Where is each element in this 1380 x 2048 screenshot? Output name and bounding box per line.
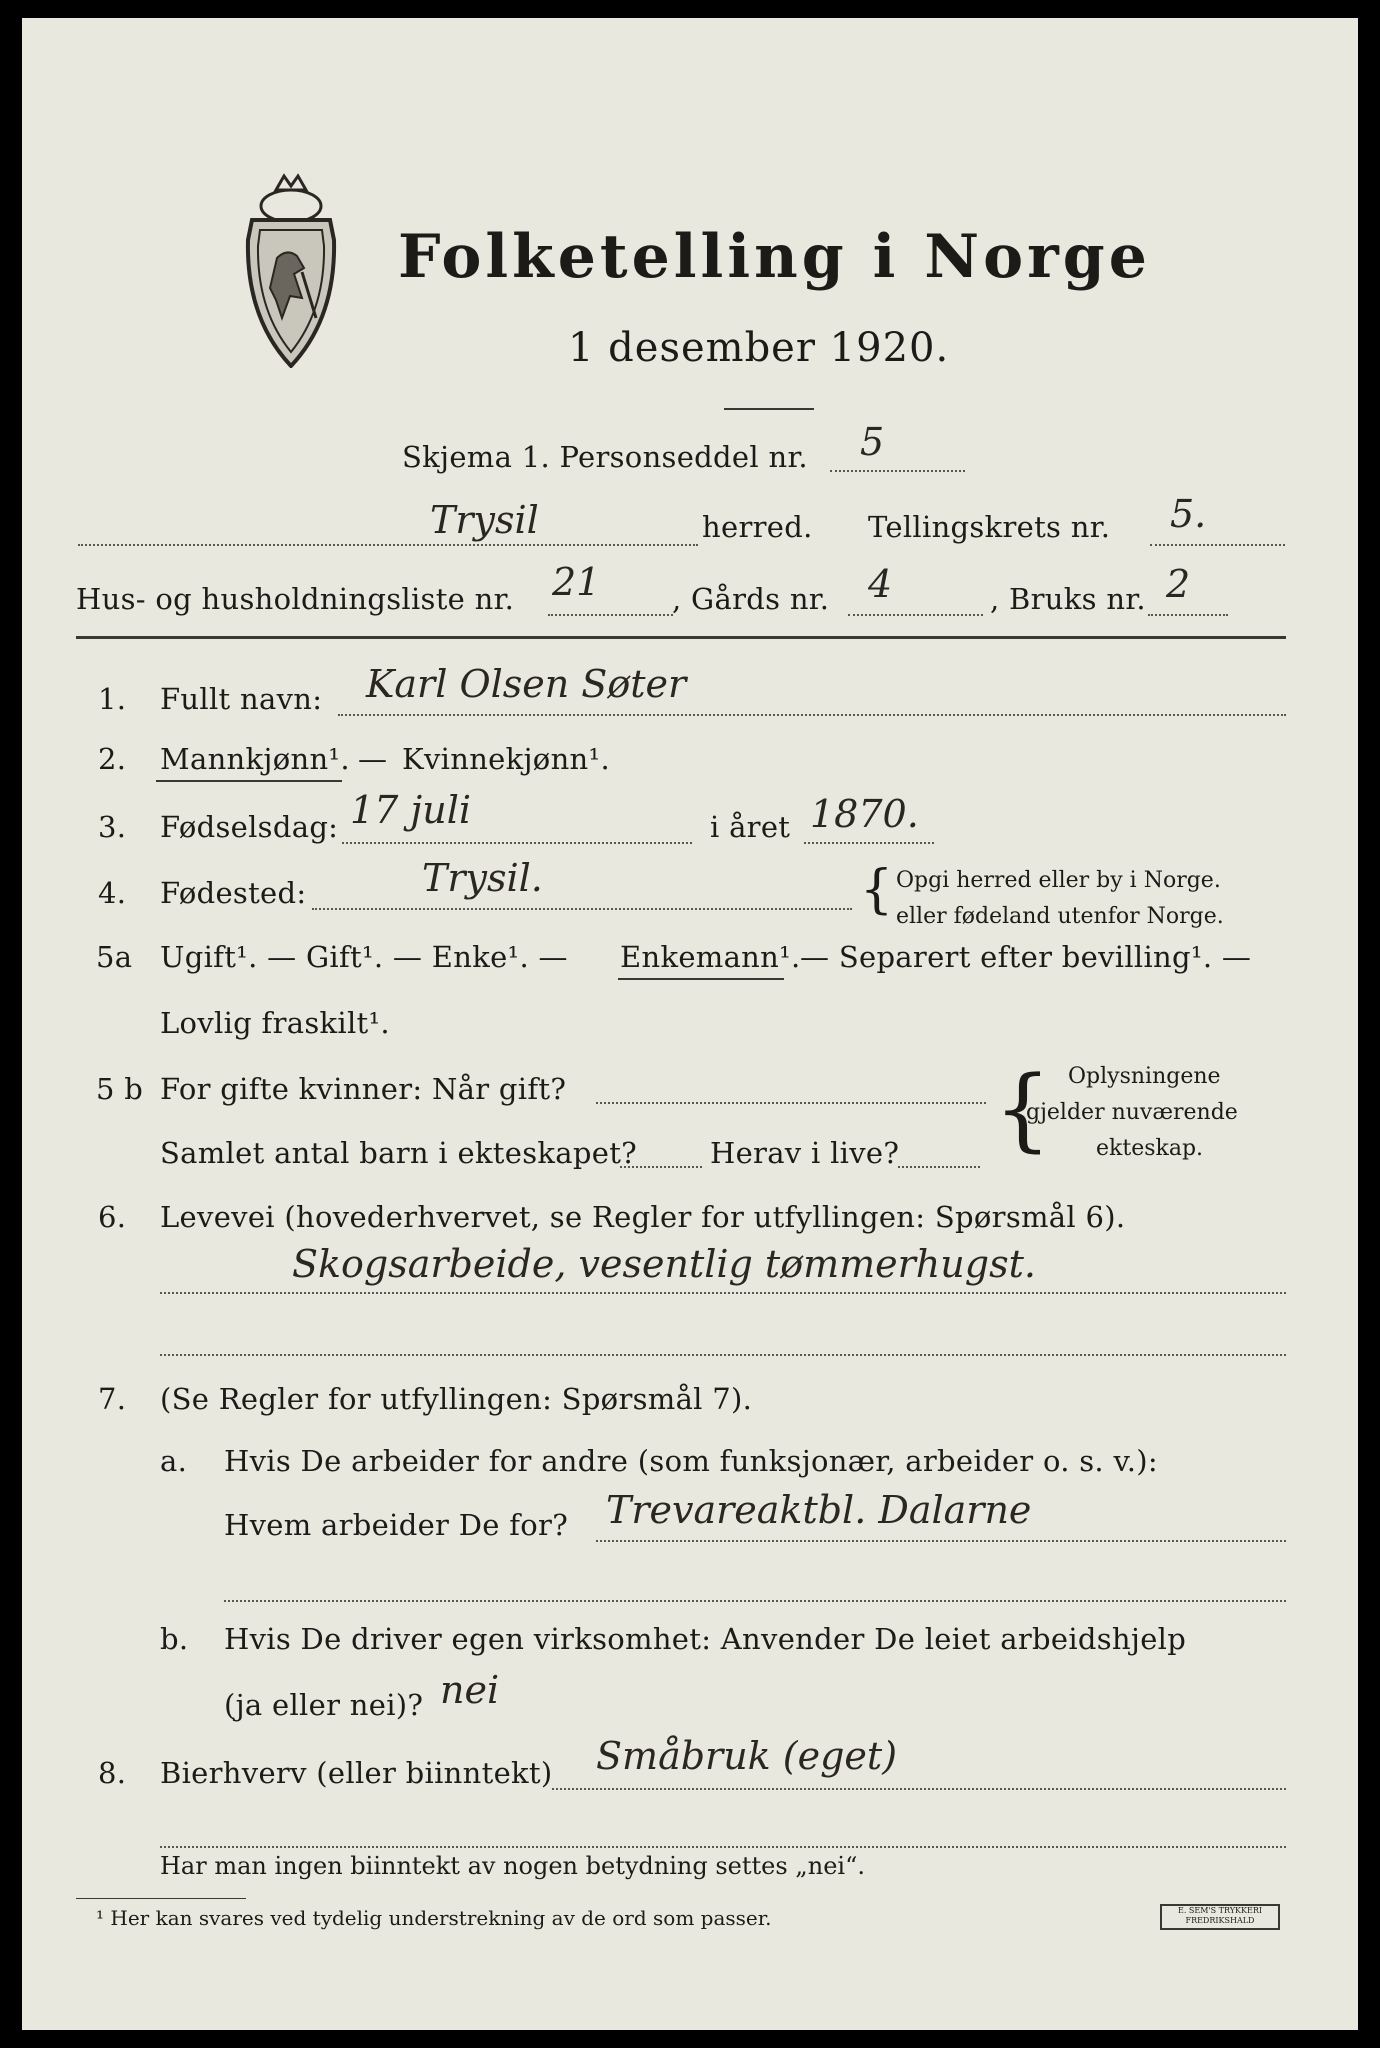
coat-of-arms-icon [232,168,350,368]
q5b-note-1: Oplysningene [1068,1064,1221,1089]
bruks-number: 2 [1166,562,1191,606]
q1-dotted-line [338,714,1286,716]
q4-dotted-line [312,908,852,910]
tellingskrets-label: Tellingskrets nr. [868,510,1111,544]
q2-female: Kvinnekjønn¹. [402,742,610,776]
q7a-dotted-line-1 [596,1540,1286,1542]
q6-dotted-line-2 [160,1354,1286,1356]
printer-stamp: E. SEM'S TRYKKERI FREDRIKSHALD [1160,1904,1280,1930]
q7-label: (Se Regler for utfyllingen: Spørsmål 7). [160,1382,753,1416]
q6-occupation: Skogsarbeide, vesentlig tømmerhugst. [292,1242,1036,1286]
hus-dotted-line [548,614,673,616]
q5b-label-3: Herav i live? [710,1136,900,1170]
q8-dotted-line-1 [552,1788,1286,1790]
q2-male-underline [156,780,342,782]
nei-note: Har man ingen biinntekt av nogen betydning settes „nei“. [160,1852,865,1880]
q4-note-2: eller fødeland utenfor Norge. [896,904,1224,929]
gards-label: , Gårds nr. [672,582,830,616]
q7-number: 7. [98,1382,127,1416]
hus-label: Hus- og husholdningsliste nr. [76,582,515,616]
q5b-note-2: gjelder nuværende [1026,1100,1238,1125]
q5a-line2: Lovlig fraskilt¹. [160,1006,390,1040]
q7a-number: a. [160,1444,188,1478]
q5b-brace: { [994,1057,1052,1162]
q7b-line-2: (ja eller nei)? [224,1688,424,1722]
q5b-dotted-line-1 [596,1102,986,1104]
q2-male: Mannkjønn¹. [160,742,350,776]
q5b-label-2: Samlet antal barn i ekteskapet? [160,1136,637,1170]
q8-dotted-line-2 [160,1846,1286,1848]
q8-label: Bierhverv (eller biinntekt) [160,1756,553,1790]
q7a-line-1: Hvis De arbeider for andre (som funksjonær, arbeider o. s. v.): [224,1444,1158,1478]
schema-number: 5 [860,420,885,464]
q7b-line-1: Hvis De driver egen virksomhet: Anvender De leiet arbeidshjelp [224,1622,1187,1656]
q7b-answer: nei [440,1668,500,1712]
form-title: Folketelling i Norge [398,222,1151,292]
q5a-line1: Ugift¹. — Gift¹. — Enke¹. — [160,940,568,974]
header-rule [76,636,1286,639]
q4-number: 4. [98,876,127,910]
q4-birthplace: Trysil. [422,856,543,900]
tellingskrets-dotted-line [1150,544,1285,546]
q4-note-1: Opgi herred eller by i Norge. [896,868,1221,893]
q2-separator: — [358,742,388,776]
q7a-dotted-line-2 [224,1600,1286,1602]
q3-birthday: 17 juli [350,788,471,832]
herred-value: Trysil [430,498,539,542]
footnote-rule [76,1898,246,1899]
herred-dotted-line [78,544,698,546]
q8-number: 8. [98,1756,127,1790]
q5a-enkemann-underline [618,978,784,980]
q3-dotted-line [342,842,692,844]
census-date: 1 desember 1920. [568,325,950,371]
footnote: ¹ Her kan svares ved tydelig understrekning av de ord som passer. [96,1906,772,1930]
q5b-dotted-line-3 [898,1166,980,1168]
q1-label: Fullt navn: [160,682,323,716]
q3-number: 3. [98,810,127,844]
q5b-number: 5 b [96,1072,144,1106]
hus-number: 21 [552,560,601,604]
q7b-number: b. [160,1622,189,1656]
q8-side-income: Småbruk (eget) [596,1734,898,1778]
q7a-line-2: Hvem arbeider De for? [224,1508,569,1542]
q5b-dotted-line-2 [620,1166,702,1168]
q1-number: 1. [98,682,127,716]
q5a-number: 5a [96,940,133,974]
q5b-note-3: ekteskap. [1096,1136,1204,1161]
q4-label: Fødested: [160,876,307,910]
gards-dotted-line [848,614,983,616]
q4-brace: { [860,860,894,920]
q3-label: Fødselsdag: [160,810,339,844]
q5a-enkemann: Enkemann¹. [620,940,801,974]
title-divider [724,408,814,410]
q5b-label-1: For gifte kvinner: Når gift? [160,1072,567,1106]
q3-year-label: i året [710,810,791,844]
tellingskrets-number: 5. [1170,492,1207,536]
q6-label: Levevei (hovederhvervet, se Regler for utfyllingen: Spørsmål 6). [160,1200,1126,1234]
q5a-line1-rest: — Separert efter bevilling¹. — [800,940,1252,974]
q3-birth-year: 1870. [810,792,919,836]
gards-number: 4 [868,562,893,606]
q3-year-dotted-line [804,842,934,844]
bruks-label: , Bruks nr. [990,582,1146,616]
schema-dotted-line [830,470,965,472]
schema-label: Skjema 1. Personseddel nr. [402,440,808,474]
herred-label: herred. [702,510,813,544]
bruks-dotted-line [1148,614,1228,616]
q6-dotted-line-1 [160,1292,1286,1294]
q2-number: 2. [98,742,127,776]
q7a-employer: Trevareaktbl. Dalarne [606,1488,1032,1532]
q6-number: 6. [98,1200,127,1234]
q1-full-name: Karl Olsen Søter [366,662,687,706]
